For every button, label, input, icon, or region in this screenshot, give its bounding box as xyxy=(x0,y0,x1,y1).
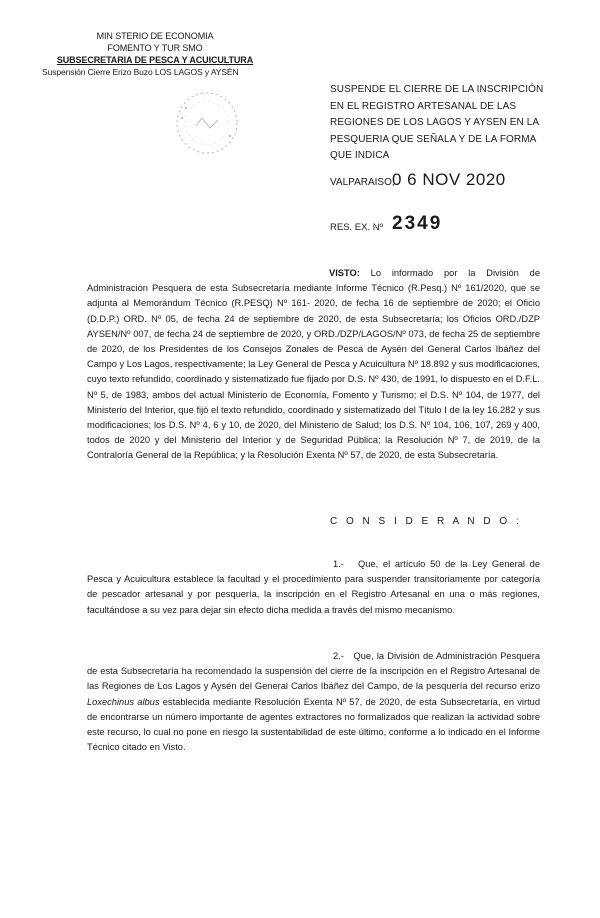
ministry-header xyxy=(42,30,260,78)
place-label: VALPARAISO, xyxy=(330,177,395,188)
considerando-title: C O N S I D E R A N D O : xyxy=(330,516,522,527)
resolution-number: 2349 xyxy=(392,213,443,234)
resolution-subject: SUSPENDE EL CIERRE DE LA INSCRIPCIÓN EN EL REGISTRO ARTESANAL DE LAS REGIONES DE LOS LAGOS Y AYSEN EN LA PESQUERIA QUE SEÑALA Y DE LA FORMA QUE INDICA xyxy=(330,84,544,161)
considerando-item-2 xyxy=(87,649,540,755)
subsecretaria-name: SUBSECRETARIA DE PESCA Y ACUICULTURA xyxy=(56,55,254,65)
item-number: 1.- xyxy=(333,559,344,569)
item-text-b: establecida mediante Resolución Exenta Nº 57, de 2020, de esta Subsecretaría, en virtud de encontrarse un número importante de agentes extractores no formalizados que realizan la actividad sobre este recurso, lo cual no pone en riesgo la sustentabilidad de este último, conforme a lo indicado en el Informe Técnico citado en Visto. xyxy=(87,696,541,753)
item-text-a: Que, la División de Administración Pesquera de esta Subsecretaría ha recomendado la suspensión del cierre de la inscripción en el Registro Artesanal de las Regiones de Los Lagos y Aysén del General Carlos Ibáñez del Campo, de la pesquería del recurso erizo xyxy=(87,651,541,692)
resolution-number-label: RES. EX. Nº xyxy=(330,222,384,233)
visto-label: VISTO: xyxy=(329,268,360,278)
seal-stamp-icon xyxy=(172,88,242,158)
species-name: Loxechinus albus xyxy=(87,696,160,707)
visto-paragraph xyxy=(87,266,540,464)
item-number: 2.- xyxy=(333,651,344,661)
ministry-name: MIN STERIO DE ECONOMIA xyxy=(96,31,214,41)
visto-text: Lo informado por la División de Administración Pesquera de esta Subsecretaría mediante Informe Técnico (R.Pesq.) Nº 161/2020, que se adjunta al Memorándum Técnico (R.PESQ) Nº 161- 2020, de fecha 16 de septiembre de 2020; el Oficio (D.D.P.) ORD. Nº 05, de fecha 24 de septiembre de 2020, de esta Subsecretaría; los Oficios ORD./DZP AYSEN/Nº 007, de fecha 24 de septiembre de 2020, y ORD./DZP/LAGOS/Nº 073, de fecha 25 de septiembre de 2020, de los Presidentes de los Consejos Zonales de Pesca de Aysén del General Carlos Ibáñez del Campo y Los Lagos, respectivamente; la Ley General de Pesca y Acuicultura Nº 18.892 y sus modificaciones, cuyo texto refundido, coordinado y sistematizado fue fijado por D.S. Nº 430, de 1991, lo dispuesto en el D.F.L. Nº 5, de 1983, ambos del actual Ministerio de Economía, Fomento y Turismo; el D.S. Nº 104, de 1977, del Ministerio del Interior, que fijó el texto refundido, coordinado y sistematizado del Título I de la ley 16.282 y sus modificaciones; los D.S. Nº 4, 6 y 10, de 2020, del Ministerio de Salud; los D.S. Nº 104, 106, 107, 269 y 400, todos de 2020 y del Ministerio del Interior y de Seguridad Pública; la Resolución Nº 7, de 2019, de la Contraloría General de la República; y la Resolución Exenta Nº 57, de 2020, de esta Subsecretaría. xyxy=(87,268,540,461)
ministry-subtitle: FOMENTO Y TUR SMO xyxy=(107,43,203,53)
resolution-date: 0 6 NOV 2020 xyxy=(392,170,506,189)
considerando-item-1 xyxy=(87,557,540,618)
item-text: Que, el artículo 50 de la Ley General de Pesca y Acuicultura establece la facultad y el procedimiento para suspender transitoriamente por categoría de pescador artesanal y por pesquería, la inscripción en el Registro Artesanal en una o más regiones, facultándose a su vez para dejar sin efecto dicha medida a través del mismo mecanismo. xyxy=(87,559,540,615)
document-reference: Suspensión Cierre Erizo Buzo LOS LAGOS y AYSÉN xyxy=(42,67,239,77)
